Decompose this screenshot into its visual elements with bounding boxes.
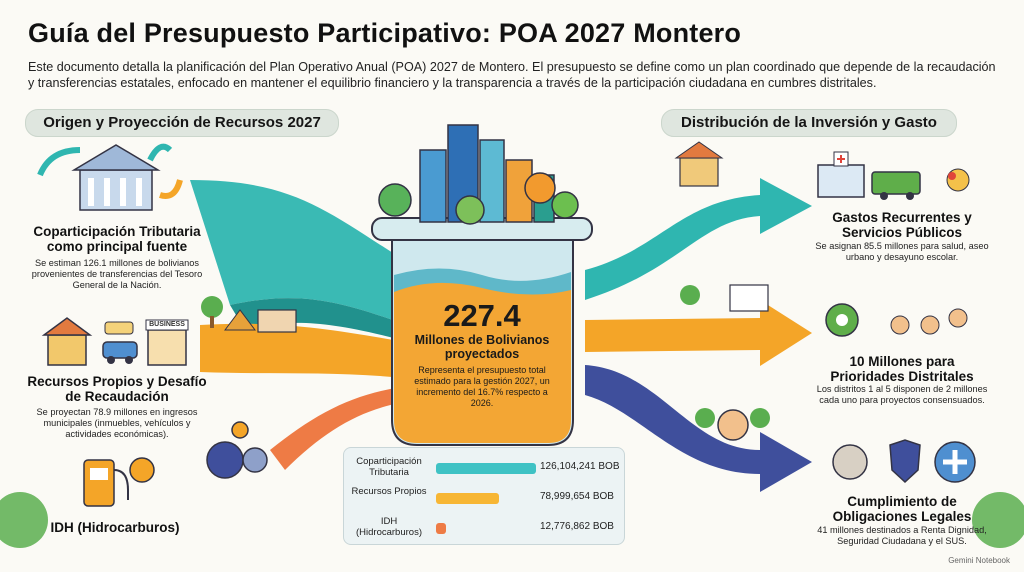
government-building-icon — [40, 145, 180, 210]
distribution-heading: Distribución de la Inversión y Gasto — [661, 109, 957, 137]
gastos-arrow — [585, 178, 812, 300]
bar-value: 126,104,241 BOB — [540, 461, 620, 472]
use-gastos-desc: Se asignan 85.5 millones para salud, aseo urbano y desayuno escolar. — [815, 241, 989, 262]
resources-bar-chart — [343, 447, 625, 545]
public-services-icons — [676, 142, 969, 200]
use-gastos-title: Gastos Recurrentes y Servicios Públicos — [832, 210, 972, 240]
bar-coparticipacion — [436, 463, 536, 474]
bar-value: 12,776,862 BOB — [540, 521, 614, 532]
use-obligaciones-desc: 41 millones destinados a Renta Dignidad, Seguridad Ciudadana y el SUS. — [817, 525, 987, 546]
bar-recursos-propios — [436, 493, 499, 504]
footer-brand: Gemini Notebook — [948, 556, 1010, 565]
bar-idh — [436, 523, 446, 534]
source-propios-desc: Se proyectan 78.9 millones en ingresos municipales (inmuebles, vehículos y actividades económicas). — [36, 407, 198, 439]
bar-row — [344, 484, 624, 514]
bar-value: 78,999,654 BOB — [540, 491, 614, 502]
bar-row — [344, 454, 624, 484]
business-sign-label: BUSINESS — [149, 321, 185, 328]
total-amount: 227.4 — [443, 298, 521, 333]
source-idh-title: IDH (Hidrocarburos) — [50, 520, 180, 535]
bar-row — [344, 514, 624, 544]
source-coparticipacion-title: Coparticipación Tributaria como principal fuente — [33, 224, 201, 254]
source-coparticipacion-desc: Se estiman 126.1 millones de bolivianos provenientes de transferencias del Tesoro General de la Nación. — [31, 258, 203, 290]
intro-paragraph: Este documento detalla la planificación del Plan Operativo Anual (POA) 2027 de Montero. El presupuesto se define como un plan coordinado que depende de la recaudación y transferencias estatales, enfocado en mantener el equilibrio financiero y la transparencia a través de la participación ciudadana en cumbres distritales. — [28, 60, 996, 90]
bar-label: Coparticipación Tributaria — [356, 456, 422, 478]
total-description: Representa el presupuesto total estimado para la gestión 2027, un incremento del 16.7% respecto a 2026. — [414, 365, 550, 408]
total-unit: Millones de Bolivianos proyectados — [414, 333, 550, 361]
sources-heading: Origen y Proyección de Recursos 2027 — [25, 109, 339, 137]
page-title: Guía del Presupuesto Participativo: POA 2027 Montero — [28, 18, 742, 48]
bar-label: Recursos Propios — [351, 486, 427, 497]
distritos-arrow — [585, 300, 812, 366]
bar-label: IDH (Hidrocarburos) — [356, 516, 422, 538]
use-distritos-desc: Los distritos 1 al 5 disponen de 2 millones cada uno para proyectos consensuados. — [816, 384, 988, 405]
use-distritos-title: 10 Millones para Prioridades Distritales — [830, 354, 974, 384]
source-propios-title: Recursos Propios y Desafío de Recaudación — [27, 374, 207, 404]
use-obligaciones-title: Cumplimiento de Obligaciones Legales — [832, 494, 972, 524]
